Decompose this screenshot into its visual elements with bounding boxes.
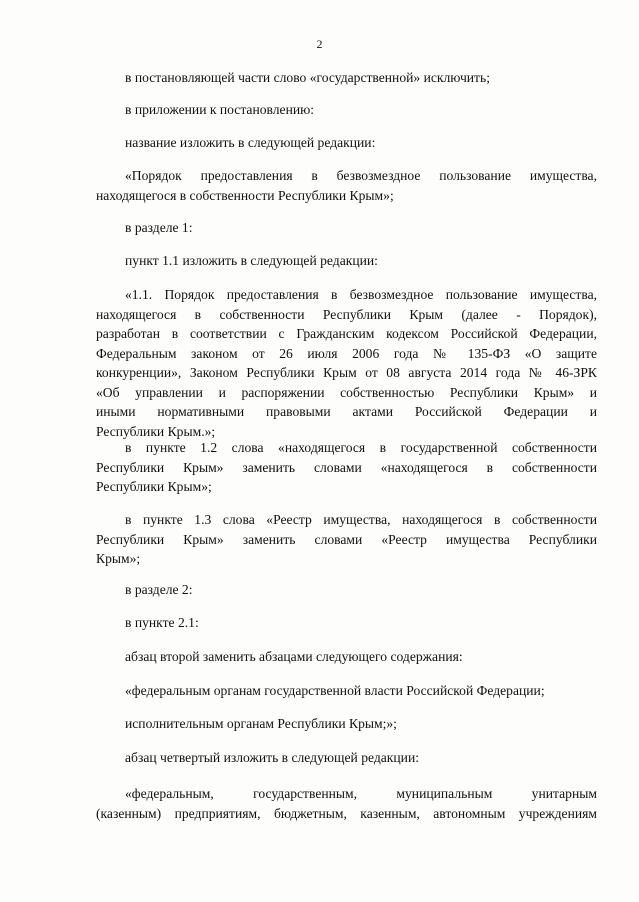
- paragraph-7-line-4: Федеральным законом от 26 июля 2006 года № 135-ФЗ «О защите: [96, 345, 597, 361]
- paragraph-7-line-2: находящегося в собственности Республики Крым (далее - Порядок),: [96, 306, 597, 322]
- paragraph-16: [96, 784, 597, 823]
- paragraph-6: пункт 1.1 изложить в следующей редакции:: [125, 253, 378, 268]
- paragraph-16-line-2: (казенным) предприятиям, бюджетным, казенным, автономным учреждениям: [96, 805, 597, 821]
- paragraph-7-line-7: иными нормативными правовыми актами Российской Федерации и: [96, 404, 597, 419]
- paragraph-5: в разделе 1:: [125, 220, 193, 235]
- paragraph-12: абзац второй заменить абзацами следующего содержания:: [125, 649, 463, 664]
- paragraph-16-word-4: унитарным: [531, 786, 597, 801]
- paragraph-10: в разделе 2:: [125, 582, 193, 597]
- paragraph-7-line-5: конкуренции», Законом Республики Крым от 08 августа 2014 года № 46-ЗРК: [96, 365, 597, 380]
- paragraph-9-line-1: в пункте 1.3 слова «Реестр имущества, находящегося в собственности: [125, 512, 597, 527]
- paragraph-4-line-2: находящегося в собственности Республики Крым»;: [96, 187, 394, 203]
- paragraph-16-word-1: «федеральным,: [125, 786, 214, 801]
- paragraph-7-line-8: Республики Крым.»;: [96, 423, 216, 439]
- paragraph-4: [96, 166, 597, 205]
- paragraph-13: «федеральным органам государственной власти Российской Федерации;: [125, 683, 545, 698]
- paragraph-8: [96, 438, 597, 497]
- paragraph-7-line-6: «Об управлении и распоряжении собственностью Республики Крым» и: [96, 384, 597, 400]
- paragraph-14: исполнительным органам Республики Крым;»;: [125, 716, 397, 731]
- page-number: 2: [316, 37, 323, 51]
- paragraph-16-word-3: муниципальным: [396, 786, 493, 801]
- paragraph-7-line-3: разработан в соответствии с Гражданским кодексом Российской Федерации,: [96, 326, 597, 341]
- paragraph-16-line-1: [96, 784, 597, 804]
- paragraph-2: в приложении к постановлению:: [125, 102, 315, 117]
- paragraph-7: [96, 285, 597, 441]
- paragraph-7-line-1: «1.1. Порядок предоставления в безвозмездное пользование имущества,: [125, 287, 597, 302]
- paragraph-9-line-2: Республики Крым» заменить словами «Реестр имущества Республики: [96, 531, 597, 547]
- paragraph-15: абзац четвертый изложить в следующей редакции:: [125, 750, 420, 765]
- paragraph-8-line-2: Республики Крым» заменить словами «находящегося в собственности: [96, 459, 597, 475]
- paragraph-11: в пункте 2.1:: [125, 615, 199, 630]
- paragraph-9-line-3: Крым»;: [96, 551, 141, 566]
- paragraph-9: [96, 510, 597, 569]
- paragraph-4-line-1: «Порядок предоставления в безвозмездное пользование имущества,: [125, 168, 597, 183]
- paragraph-8-line-3: Республики Крым»;: [96, 479, 212, 494]
- paragraph-8-line-1: в пункте 1.2 слова «находящегося в государственной собственности: [125, 440, 597, 455]
- paragraph-3: название изложить в следующей редакции:: [125, 135, 376, 150]
- paragraph-1: в постановляющей части слово «государственной» исключить;: [125, 70, 490, 85]
- paragraph-16-word-2: государственным,: [253, 786, 358, 801]
